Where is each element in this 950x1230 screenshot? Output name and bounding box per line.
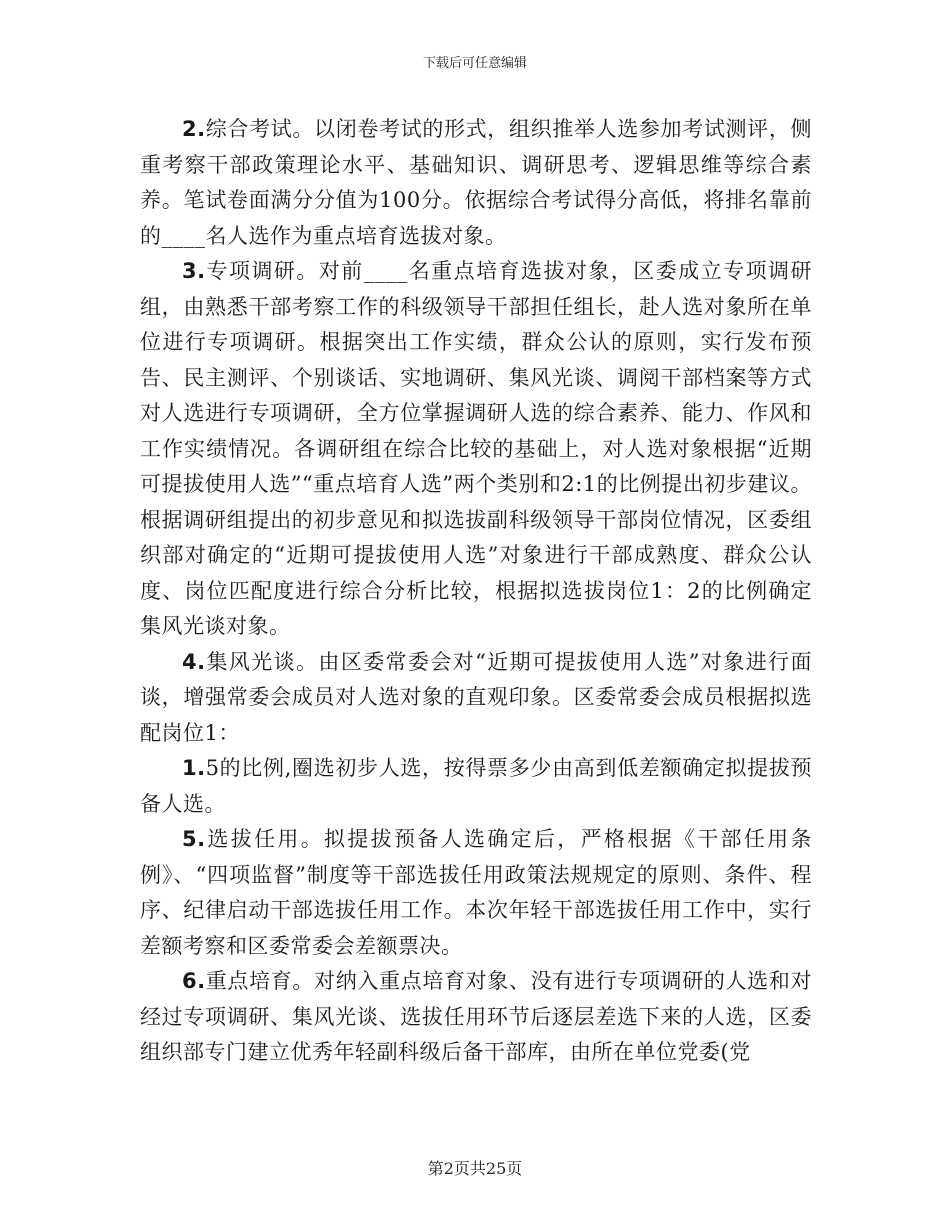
page-header: 下载后可任意编辑 (422, 56, 527, 71)
paragraph-4-continued (140, 751, 812, 822)
paragraph-text: 5的比例,圈选初步人选，按得票多少由高到低差额确定拟提拔预备人选。 (140, 756, 812, 816)
item-number: 6. (182, 969, 206, 993)
paragraph-4 (140, 645, 812, 752)
paragraph-5 (140, 822, 812, 964)
page-footer: 第2页共25页 (427, 1159, 523, 1178)
paragraph-text: 选拔任用。拟提拔预备人选确定后，严格根据《干部任用条例》、“四项监督”制度等干部选拔任用政策法规规定的原则、条件、程序、纪律启动干部选拔任用工作。本次年轻干部选拔任用工作中，实行差额考察和区委常委会差额票决。 (140, 827, 812, 958)
document-body (140, 112, 812, 1071)
item-number: 4. (182, 649, 206, 674)
paragraph-text: 重点培育。对纳入重点培育对象、没有进行专项调研的人选和对经过专项调研、集风光谈、选拔任用环节后逐层差选下来的人选，区委组织部专门建立优秀年轻副科级后备干部库，由所在单位党委(党 (140, 969, 812, 1064)
paragraph-3 (140, 254, 812, 645)
paragraph-text: 综合考试。以闭卷考试的形式，组织推举人选参加考试测评，侧重考察干部政策理论水平、基础知识、调研思考、逻辑思维等综合素养。笔试卷面满分分值为100分。依据综合考试得分高低，将排名靠前的____名人选作为重点培育选拔对象。 (140, 117, 812, 248)
paragraph-text: 集风光谈。由区委常委会对“近期可提拔使用人选”对象进行面谈，增强常委会成员对人选对象的直观印象。区委常委会成员根据拟选配岗位1： (140, 649, 812, 745)
item-number: 2. (182, 117, 206, 141)
item-number: 1. (182, 756, 206, 780)
paragraph-text: 专项调研。对前____名重点培育选拔对象，区委成立专项调研组，由熟悉干部考察工作的科级领导干部担任组长，赴人选对象所在单位进行专项调研。根据突出工作实绩，群众公认的原则，实行发布预告、民主测评、个别谈话、实地调研、集风光谈、调阅干部档案等方式对人选进行专项调研，全方位掌握调研人选的综合素养、能力、作风和工作实绩情况。各调研组在综合比较的基础上，对人选对象根据“近期可提拔使用人选”“重点培育人选”两个类别和2:1的比例提出初步建议。根据调研组提出的初步意见和拟选拔副科级领导干部岗位情况，区委组织部对确定的“近期可提拔使用人选”对象进行干部成熟度、群众公认度、岗位匹配度进行综合分析比较，根据拟选拔岗位1：2的比例确定集风光谈对象。 (140, 259, 812, 638)
paragraph-2 (140, 112, 812, 254)
paragraph-6 (140, 964, 812, 1071)
item-number: 5. (182, 827, 206, 851)
item-number: 3. (182, 259, 206, 283)
